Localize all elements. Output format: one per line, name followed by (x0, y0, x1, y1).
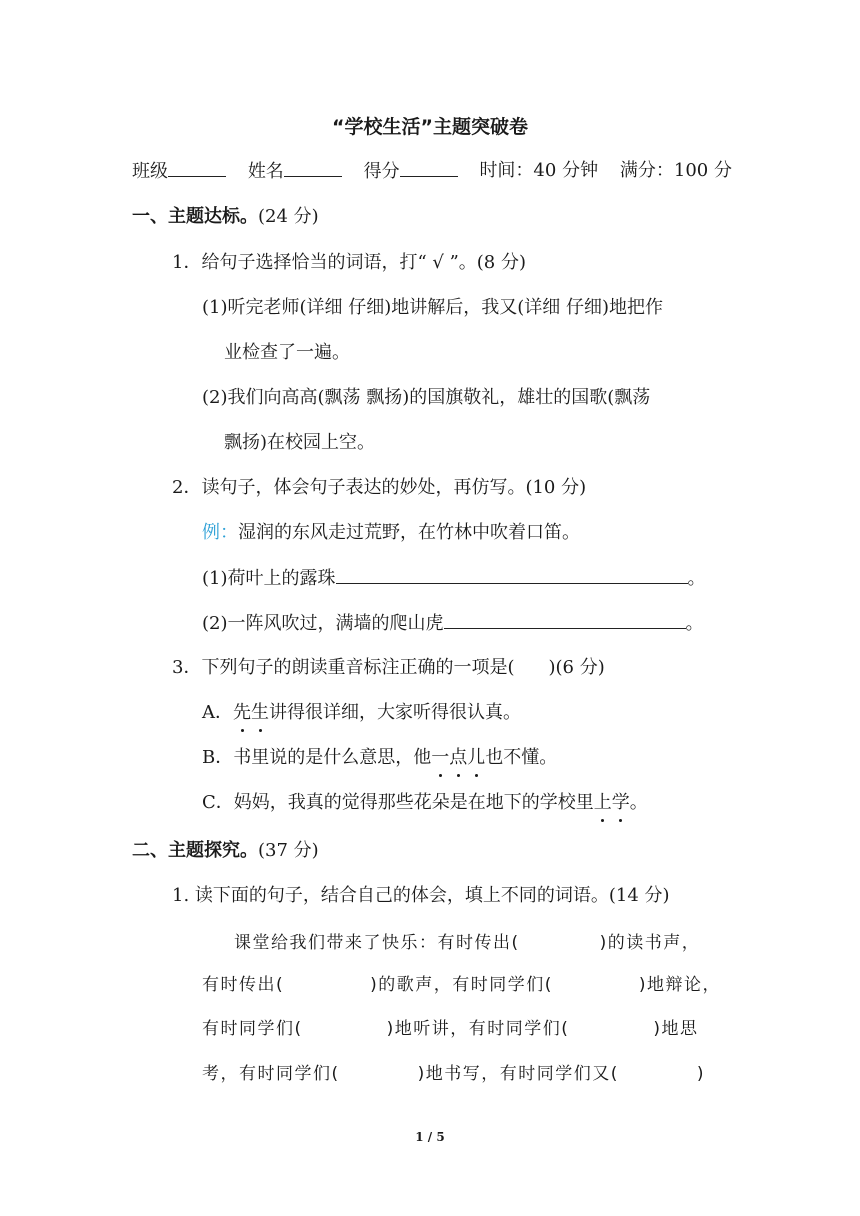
passage-text: )的读书声， (599, 933, 701, 953)
score-label: 得分 (363, 161, 400, 182)
class-field (132, 158, 226, 185)
passage-text: 有时同学们( (202, 1019, 303, 1039)
section-1-title: 一、主题达标。 (132, 206, 258, 227)
q3-stem-points: )(6 分) (548, 657, 605, 678)
option-c-text: C．妈妈，我真的觉得那些花朵是在地下的学校里 (202, 792, 594, 813)
passage-text: 课堂给我们带来了快乐：有时传出( (234, 933, 520, 953)
q3-stem-text: 3．下列句子的朗读重音标注正确的一项是( (172, 657, 515, 678)
full-score-text: 满分：100 分 (619, 160, 732, 181)
stressed-char: 一 (431, 745, 449, 771)
section-1-points: (24 分) (258, 206, 319, 227)
s2-q1-line-4 (202, 1061, 705, 1087)
stressed-char: 生 (251, 700, 269, 726)
score-field (364, 158, 458, 185)
section-2-heading (132, 838, 319, 864)
name-label: 姓名 (247, 161, 284, 182)
header-info (132, 158, 732, 185)
s2-q1-line-3 (202, 1016, 699, 1042)
s2-q1-stem: 1. 读下面的句子，结合自己的体会，填上不同的词语。(14 分) (172, 885, 670, 906)
q1-sentence-1-cont: 业检查了一遍。 (224, 342, 350, 363)
option-a-text: 讲得很详细，大家听得很认真。 (269, 702, 521, 723)
q2-item-1 (202, 565, 706, 592)
q2-item-2-text: (2)一阵风吹过，满墙的爬山虎 (202, 613, 444, 634)
score-blank (400, 158, 458, 177)
s2-q1-line-1 (234, 930, 700, 956)
passage-text: 有时传出( (202, 975, 285, 995)
q1-sentence-2-cont: 飘扬)在校园上空。 (224, 432, 376, 453)
s2-q1-line-2 (202, 972, 721, 998)
passage-text: )地辩论， (638, 975, 722, 995)
q2-example (202, 520, 580, 546)
passage-text: )地书写，有时同学们又( (417, 1064, 619, 1084)
period: 。 (685, 613, 704, 634)
stressed-char: 先 (233, 700, 251, 726)
q3-stem (172, 655, 605, 681)
q1-sentence-1: (1)听完老师(详细 仔细)地讲解后，我又(详细 仔细)地把作 (202, 297, 664, 318)
section-2-title: 二、主题探究。 (132, 840, 258, 861)
q2-item-1-text: (1)荷叶上的露珠 (202, 568, 336, 589)
passage-text: 考，有时同学们( (202, 1064, 340, 1084)
page-title: “学校生活”主题突破卷 (332, 116, 528, 138)
class-label: 班级 (132, 161, 168, 182)
option-b-text: B．书里说的是什么意思，他 (202, 747, 432, 768)
q2-item-2 (202, 610, 704, 637)
q1-sentence-2: (2)我们向高高(飘荡 飘扬)的国旗敬礼，雄壮的国歌(飘荡 (202, 387, 651, 408)
q3-option-a (202, 700, 521, 726)
option-b-rest: 也不懂。 (485, 747, 558, 768)
q1-stem: 1．给句子选择恰当的词语，打“ √ ”。(8 分) (172, 252, 526, 273)
class-blank (168, 158, 226, 177)
passage-text: )地思 (653, 1019, 699, 1039)
answer-blank[interactable] (336, 565, 688, 584)
q2-stem: 2．读句子，体会句子表达的妙处，再仿写。(10 分) (172, 477, 587, 498)
stressed-char: 点 (449, 745, 467, 771)
page-number: 1 / 5 (415, 1130, 445, 1144)
passage-text: )的歌声，有时同学们( (370, 975, 553, 995)
passage-text: )地听讲，有时同学们( (386, 1019, 570, 1039)
stressed-char: 儿 (467, 745, 485, 771)
name-blank (284, 158, 342, 177)
example-label: 例： (202, 522, 238, 543)
section-1-heading (132, 204, 319, 230)
stressed-char: 上 (594, 790, 612, 816)
period: 。 (687, 568, 706, 589)
section-2-points: (37 分) (258, 840, 319, 861)
name-field (248, 158, 342, 185)
option-a-prefix: A． (202, 702, 233, 723)
time-text: 时间：40 分钟 (479, 160, 599, 181)
q3-option-c (202, 790, 648, 816)
option-c-rest: 。 (629, 792, 648, 813)
q3-option-b (202, 745, 557, 771)
answer-blank[interactable] (444, 610, 686, 629)
example-text: 湿润的东风走过荒野，在竹林中吹着口笛。 (238, 522, 580, 543)
passage-text: ) (696, 1064, 706, 1084)
stressed-char: 学 (612, 790, 630, 816)
